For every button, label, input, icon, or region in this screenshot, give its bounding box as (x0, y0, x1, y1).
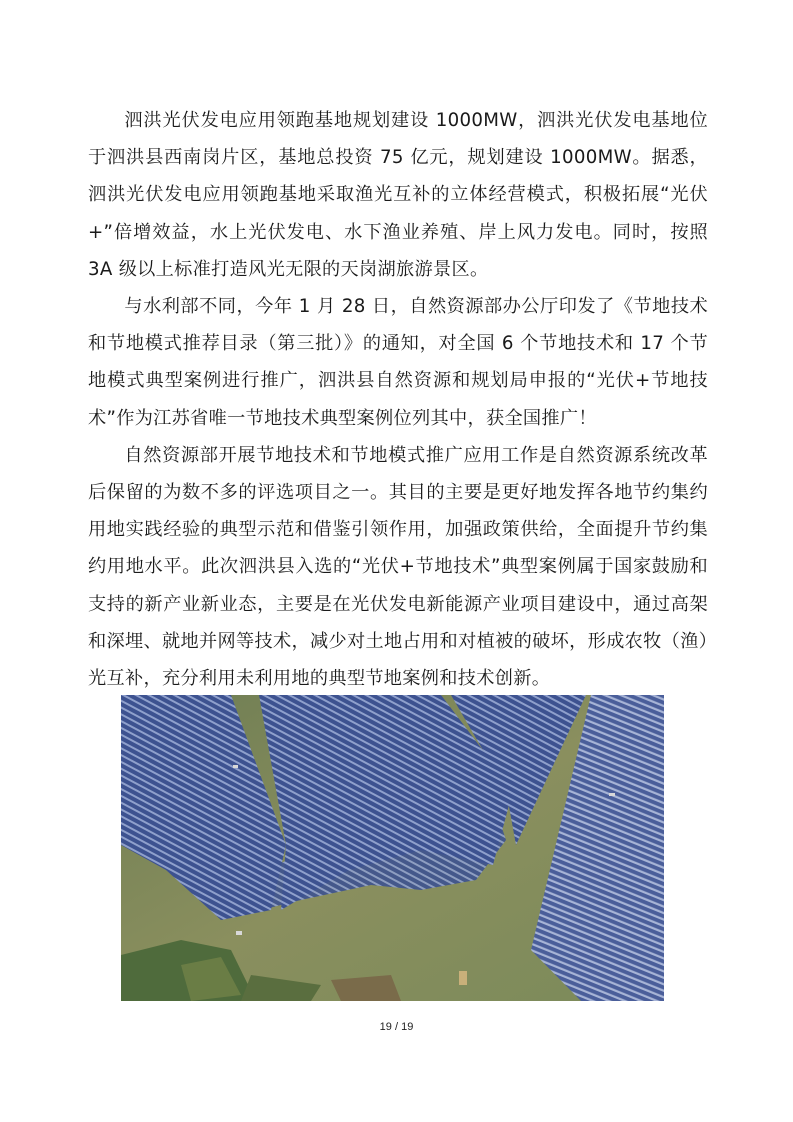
paragraph: 与水利部不同，今年 1 月 28 日，自然资源部办公厅印发了《节地技术和节地模式推荐目录（第三批）》的通知，对全国 6 个节地技术和 17 个节地模式典型案例进行推广，泗洪县自然资源和规划局申报的“光伏+节地技术”作为江苏省唯一节地技术典型案例位列其中，获全国推广！ (88, 296, 708, 429)
paragraph: 泗洪光伏发电应用领跑基地规划建设 1000MW，泗洪光伏发电基地位于泗洪县西南岗片区，基地总投资 75 亿元，规划建设 1000MW。据悉，泗洪光伏发电应用领跑基地采取渔光互补的立体经营模式，积极拓展“光伏+”倍增效益，水上光伏发电、水下渔业养殖、岸上风力发电。同时，按照 3A 级以上标准打造风光无限的天岗湖旅游景区。 (88, 110, 708, 280)
body-text (88, 102, 708, 697)
page-number: 19 / 19 (379, 1021, 414, 1033)
paragraph: 自然资源部开展节地技术和节地模式推广应用工作是自然资源系统改革后保留的为数不多的评选项目之一。其目的主要是更好地发挥各地节约集约用地实践经验的典型示范和借鉴引领作用，加强政策供给，全面提升节约集约用地水平。此次泗洪县入选的“光伏+节地技术”典型案例属于国家鼓励和支持的新产业新业态，主要是在光伏发电新能源产业项目建设中，通过高架和深埋、就地并网等技术，减少对土地占用和对植被的破坏，形成农牧（渔）光互补，充分利用未利用地的典型节地案例和技术创新。 (88, 444, 708, 690)
solar-farm-aerial-photo (121, 695, 664, 1001)
